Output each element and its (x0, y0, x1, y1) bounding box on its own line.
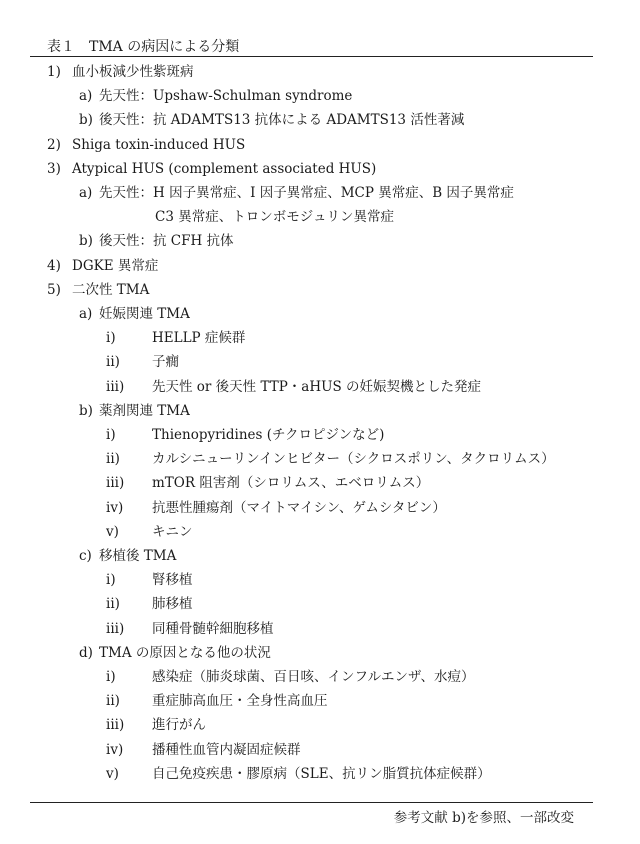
list-item (47, 281, 149, 299)
list-item (106, 571, 193, 589)
list-item-text: HELLP 症候群 (152, 330, 246, 347)
list-item (47, 160, 376, 178)
list-item (106, 474, 429, 492)
list-item (106, 329, 245, 347)
list-marker: ii) (106, 693, 120, 710)
list-item (106, 741, 301, 759)
list-item (106, 353, 179, 371)
list-marker: c) (79, 548, 92, 564)
list-marker: b) (79, 402, 93, 419)
list-item-text: 同種骨髄幹細胞移植 (152, 620, 274, 637)
list-item (47, 136, 245, 154)
list-item-text: Thienopyridines (チクロピジンなど) (152, 427, 385, 443)
list-item-text: mTOR 阻害剤（シロリムス、エベロリムス） (152, 475, 430, 492)
list-marker: iii) (106, 620, 125, 637)
list-marker: ii) (106, 354, 120, 371)
list-item-text: 感染症（肺炎球菌、百日咳、インフルエンザ、水痘） (152, 669, 475, 685)
list-item (79, 644, 271, 662)
list-item-text: 先天性：Upshaw-Schulman syndrome (99, 88, 353, 105)
list-item-text: 腎移植 (152, 572, 193, 589)
list-item (106, 450, 555, 468)
list-item-text: 血小板減少性紫斑病 (72, 64, 194, 80)
list-marker: a) (79, 88, 93, 105)
list-marker: iii) (106, 378, 125, 395)
list-item-text: 先天性：H 因子異常症、I 因子異常症、MCP 異常症、B 因子異常症 (99, 185, 514, 201)
list-item (79, 402, 190, 420)
list-item (106, 426, 384, 444)
list-item-text: 肺移植 (152, 596, 193, 613)
list-item-text: 薬剤関連 TMA (99, 402, 190, 419)
list-marker: i) (106, 330, 116, 347)
list-item (155, 208, 394, 226)
list-item-text: 先天性 or 後天性 TTP・aHUS の妊娠契機とした発症 (152, 378, 482, 395)
list-item (106, 765, 491, 783)
list-item-text: Shiga toxin-induced HUS (72, 136, 246, 153)
list-item-text: 後天性：抗 ADAMTS13 抗体による ADAMTS13 活性著減 (99, 112, 465, 129)
list-item (79, 87, 352, 105)
bottom-rule (30, 802, 593, 803)
list-item (79, 184, 514, 202)
list-item-text: 播種性血管内凝固症候群 (152, 741, 301, 758)
list-item-text: TMA の原因となる他の状況 (99, 644, 271, 661)
list-marker: v) (106, 523, 119, 540)
source-note: 参考文献 b)を参照、一部改変 (393, 810, 574, 826)
list-item-text: C3 異常症、トロンボモジュリン異常症 (155, 209, 394, 226)
list-marker: 2) (47, 136, 61, 153)
list-item-text: Atypical HUS (complement associated HUS) (72, 160, 377, 177)
list-item (106, 595, 193, 613)
list-item-text: 二次性 TMA (72, 281, 150, 298)
list-marker: ii) (106, 596, 120, 613)
list-item-text: 子癇 (152, 354, 179, 371)
list-item-text: DGKE 異常症 (72, 257, 159, 274)
list-marker: 1) (47, 64, 61, 80)
list-item (47, 257, 158, 275)
list-item (106, 499, 446, 517)
list-item (106, 668, 475, 686)
list-item-text: 抗悪性腫瘍剤（マイトマイシン、ゲムシタビン） (152, 499, 446, 516)
list-item (106, 620, 274, 638)
list-item-text: 進行がん (152, 717, 206, 734)
list-item-text: 自己免疫疾患・膠原病（SLE、抗リン脂質抗体症候群） (152, 765, 491, 782)
list-marker: 4) (47, 257, 61, 274)
list-marker: iii) (106, 717, 125, 734)
list-marker: iii) (106, 475, 125, 492)
list-marker: 3) (47, 160, 61, 177)
list-marker: i) (106, 572, 116, 589)
list-marker: d) (79, 644, 93, 661)
list-item-text: キニン (152, 523, 193, 540)
list-item (79, 305, 190, 323)
list-item (106, 378, 481, 396)
list-marker: iv) (106, 499, 124, 516)
list-item (79, 111, 464, 129)
list-item-text: 後天性：抗 CFH 抗体 (99, 233, 234, 250)
list-item-text: 移植後 TMA (99, 548, 177, 564)
list-item (79, 232, 234, 250)
list-item (106, 716, 206, 734)
list-marker: i) (106, 669, 116, 685)
list-item-text: 妊娠関連 TMA (99, 306, 190, 322)
top-rule (30, 56, 593, 57)
list-item-text: カルシニューリンインヒビター（シクロスポリン、タクロリムス） (152, 451, 555, 468)
list-item (106, 523, 193, 541)
list-item (79, 547, 176, 565)
list-marker: a) (79, 185, 93, 201)
list-item (47, 63, 194, 81)
list-marker: 5) (47, 281, 61, 298)
list-marker: ii) (106, 451, 120, 468)
list-marker: b) (79, 233, 93, 250)
list-marker: iv) (106, 741, 124, 758)
list-item-text: 重症肺高血圧・全身性高血圧 (152, 693, 328, 710)
list-marker: i) (106, 427, 116, 443)
list-item (106, 692, 328, 710)
list-marker: b) (79, 112, 93, 129)
list-marker: a) (79, 306, 93, 322)
table-caption: 表１ TMA の病因による分類 (47, 39, 240, 55)
list-marker: v) (106, 765, 119, 782)
